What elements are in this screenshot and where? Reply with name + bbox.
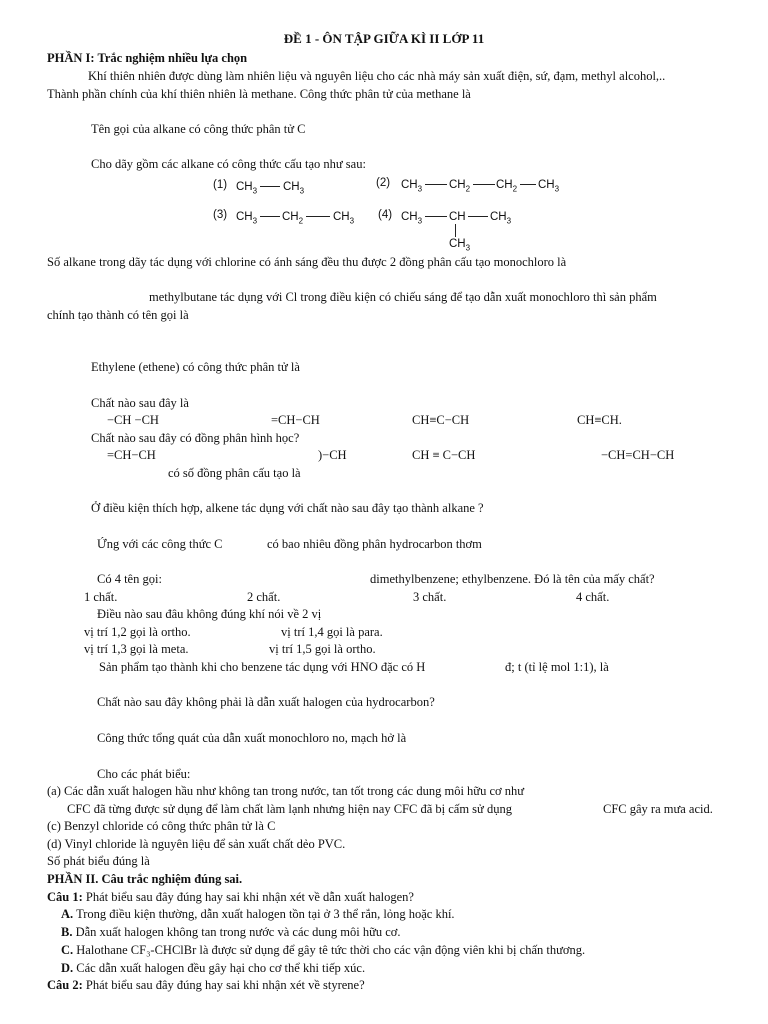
statement-b xyxy=(61,925,401,939)
q8-text: có số đồng phân cấu tạo là xyxy=(168,466,301,480)
statement-text: Các dẫn xuất halogen đều gây hại cho cơ thể khi tiếp xúc. xyxy=(76,961,366,975)
page-title: ĐỀ 1 - ÔN TẬP GIỮA KÌ II LỚP 11 xyxy=(283,31,485,46)
bond-line xyxy=(468,216,488,217)
q10-text-b: có bao nhiêu đồng phân hydrocarbon thơm xyxy=(267,537,482,551)
bond-line-vertical xyxy=(455,224,456,237)
statement-text: Trong điều kiện thường, dẫn xuất halogen tồn tại ở 3 thể rắn, lỏng hoặc khí. xyxy=(76,907,455,921)
bond-line xyxy=(260,186,280,187)
q16-statement-b: CFC đã từng được sử dụng để làm chất làm lạnh nhưng hiện nay CFC đã bị cấm sử dụng xyxy=(67,802,512,816)
q11-option: 4 chất. xyxy=(576,590,610,604)
q9-text: Ở điều kiện thích hợp, alkene tác dụng với chất nào sau đây tạo thành alkane ? xyxy=(91,501,484,515)
structure-4-atom: $CH_3$ xyxy=(449,238,471,253)
question-2-text: Phát biểu sau đây đúng hay sai khi nhận xét về styrene? xyxy=(85,978,365,992)
question-2 xyxy=(47,978,365,992)
structure-4-atom: $CH_3$ xyxy=(401,211,423,226)
q16-statement-b-tail: CFC gây ra mưa acid. xyxy=(603,802,713,816)
bond-line xyxy=(425,216,447,217)
q2-text: Tên gọi của alkane có công thức phân tử C xyxy=(91,122,306,136)
q7-option: −CH=CH−CH xyxy=(601,448,675,462)
q11-text-b: dimethylbenzene; ethylbenzene. Đó là tên của mấy chất? xyxy=(370,572,655,586)
structure-2-number: (2) xyxy=(376,177,391,189)
statement-text: Halothane CF₃-CHClBr là được sử dụng để gây tê tức thời cho các vận động viên khi bị chấn thương. xyxy=(76,943,586,957)
q12-text: Điều nào sau đâu không đúng khí nói về 2 vị xyxy=(97,607,322,621)
q11-option: 1 chất. xyxy=(84,590,118,604)
q16-statement-d: (d) Vinyl chloride là nguyên liệu để sản xuất chất dẻo PVC. xyxy=(47,837,346,851)
q6-text: Chất nào sau đây là xyxy=(91,396,189,410)
q5-text: Ethylene (ethene) có công thức phân tử là xyxy=(91,360,300,374)
q11-text-a: Có 4 tên gọi: xyxy=(97,572,162,586)
structure-3-number: (3) xyxy=(213,209,228,221)
q1-line1: Khí thiên nhiên được dùng làm nhiên liệu và nguyên liệu cho các nhà máy sản xuất điện, sứ, đạm, methyl alcohol,.. xyxy=(88,69,666,83)
q16-statement-c: (c) Benzyl chloride có công thức phân tử là C xyxy=(47,819,276,833)
structure-2-atom: $CH_3$ xyxy=(538,179,560,194)
bond-line xyxy=(473,184,495,185)
bond-line xyxy=(306,216,330,217)
q16-stem: Số phát biểu đúng là xyxy=(47,854,150,868)
q6-option: CH≡CH. xyxy=(577,413,622,427)
bond-line xyxy=(520,184,536,185)
q13-text-a: Sản phẩm tạo thành khi cho benzene tác dụng với HNO đặc có H xyxy=(99,660,426,674)
structure-2-atom: $CH_2$ xyxy=(449,179,471,194)
q3-stem: Số alkane trong dãy tác dụng với chlorine có ánh sáng đều thu được 2 đồng phân cấu tạo monochloro là xyxy=(47,255,567,269)
structure-1-atom: $CH_3$ xyxy=(283,181,305,196)
q15-text: Công thức tổng quát của dẫn xuất monochloro no, mạch hở là xyxy=(97,731,407,745)
q16-statement-a: (a) Các dẫn xuất halogen hầu như không tan trong nước, tan tốt trong các dung môi hữu cơ như xyxy=(47,784,525,798)
question-2-label: Câu 2: xyxy=(47,978,83,992)
question-1 xyxy=(47,890,414,904)
q11-option: 3 chất. xyxy=(413,590,447,604)
q4-line1: methylbutane tác dụng với Cl trong điều kiện có chiếu sáng để tạo dẫn xuất monochloro thì sản phẩm xyxy=(149,290,657,304)
q16-text: Cho các phát biểu: xyxy=(97,767,191,781)
structure-4-number: (4) xyxy=(378,209,393,221)
statement-letter: B. xyxy=(61,925,73,939)
q12-option: vị trí 1,3 gọi là meta. xyxy=(84,642,189,656)
statement-letter: C. xyxy=(61,943,74,957)
q12-option: vị trí 1,2 gọi là ortho. xyxy=(84,625,191,639)
q11-option: 2 chất. xyxy=(247,590,281,604)
q6-option: −CH −CH xyxy=(107,413,159,427)
structure-3-atom: $CH_2$ xyxy=(282,211,304,226)
q13-text-b: đ; t (tỉ lệ mol 1:1), là xyxy=(505,660,609,674)
structure-3-atom: $CH_3$ xyxy=(236,211,258,226)
q6-option: =CH−CH xyxy=(271,413,320,427)
bond-line xyxy=(425,184,447,185)
statement-text: Dẫn xuất halogen không tan trong nước và các dung môi hữu cơ. xyxy=(75,925,401,939)
bond-line xyxy=(260,216,280,217)
question-1-text: Phát biểu sau đây đúng hay sai khi nhận xét về dẫn xuất halogen? xyxy=(85,890,414,904)
structure-2-atom: $CH_2$ xyxy=(496,179,518,194)
part2-heading: PHẦN II. Câu trắc nghiệm đúng sai. xyxy=(47,872,243,886)
structure-4-atom: CH xyxy=(449,211,466,223)
statement-letter: A. xyxy=(61,907,74,921)
q7-text: Chất nào sau đây có đồng phân hình học? xyxy=(91,431,300,445)
q7-option: =CH−CH xyxy=(107,448,156,462)
q4-line2: chính tạo thành có tên gọi là xyxy=(47,308,189,322)
structure-2-atom: $CH_3$ xyxy=(401,179,423,194)
q14-text: Chất nào sau đây không phải là dẫn xuất halogen của hydrocarbon? xyxy=(97,695,435,709)
statement-c xyxy=(61,943,585,957)
q3-text: Cho dãy gồm các alkane có công thức cấu tạo như sau: xyxy=(91,157,366,171)
q7-option: CH ≡ C−CH xyxy=(412,448,476,462)
question-1-label: Câu 1: xyxy=(47,890,83,904)
statement-letter: D. xyxy=(61,961,74,975)
q6-option: CH≡C−CH xyxy=(412,413,470,427)
structure-1-atom: $CH_3$ xyxy=(236,181,258,196)
part1-heading: PHẦN I: Trắc nghiệm nhiều lựa chọn xyxy=(47,51,248,65)
structure-1-number: (1) xyxy=(213,179,228,191)
structure-4-atom: $CH_3$ xyxy=(490,211,512,226)
q12-option: vị trí 1,4 gọi là para. xyxy=(281,625,383,639)
statement-d xyxy=(61,961,365,975)
structure-3-atom: $CH_3$ xyxy=(333,211,355,226)
q7-option: )−CH xyxy=(318,448,347,462)
q1-line2: Thành phần chính của khí thiên nhiên là methane. Công thức phân tử của methane là xyxy=(47,87,471,101)
q10-text-a: Ứng với các công thức C xyxy=(97,537,223,551)
q12-option: vị trí 1,5 gọi là ortho. xyxy=(269,642,376,656)
statement-a xyxy=(61,907,455,921)
